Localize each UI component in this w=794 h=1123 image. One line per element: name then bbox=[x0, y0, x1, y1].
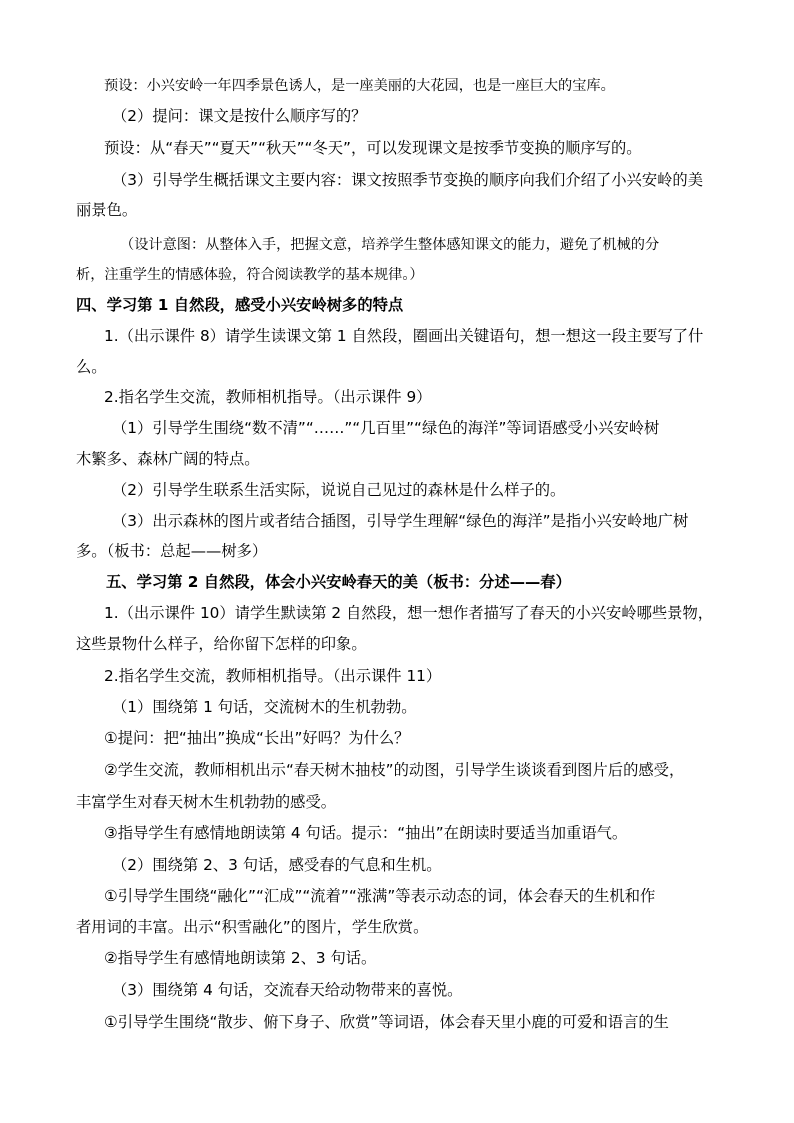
sub-step-line: （3）围绕第 4 句话，交流春天给动物带来的喜悦。 bbox=[112, 981, 463, 999]
design-intent-line: （设计意图：从整体入手，把握文意，培养学生整体感知课文的能力，避免了机械的分 bbox=[120, 237, 660, 253]
numbered-point-line-cont: 丰富学生对春天树木生机勃勃的感受。 bbox=[76, 793, 337, 811]
summary-line: （3）引导学生概括课文主要内容：课文按照季节变换的顺序向我们介绍了小兴安岭的美 bbox=[112, 171, 704, 189]
design-intent-line-cont: 析，注重学生的情感体验，符合阅读教学的基本规律。） bbox=[76, 267, 424, 283]
sub-step-line: （2）围绕第 2、3 句话，感受春的气息和生机。 bbox=[112, 856, 442, 874]
step-line: 2.指名学生交流，教师相机指导。（出示课件 9） bbox=[104, 388, 432, 406]
step-line: 1.（出示课件 8）请学生读课文第 1 自然段，圈画出关键语句，想一想这一段主要写了什 bbox=[104, 327, 704, 345]
step-line: 1.（出示课件 10）请学生默读第 2 自然段，想一想作者描写了春天的小兴安岭哪些景物， bbox=[104, 604, 714, 622]
numbered-point-line: ②指导学生有感情地朗读第 2、3 句话。 bbox=[104, 949, 377, 967]
sub-step-line-cont: 多。（板书：总起——树多） bbox=[76, 542, 268, 560]
sub-step-line: （1）引导学生围绕“数不清”“……”“几百里”“绿色的海洋”等词语感受小兴安岭树 bbox=[112, 419, 660, 437]
numbered-point-line-cont: 者用词的丰富。出示“积雪融化”的图片，学生欣赏。 bbox=[76, 918, 429, 936]
numbered-point-line: ①提问：把“抽出”换成“长出”好吗？为什么？ bbox=[104, 729, 410, 747]
step-line-cont: 这些景物什么样子，给你留下怎样的印象。 bbox=[76, 635, 367, 653]
numbered-point-line: ①引导学生围绕“散步、俯下身子、欣赏”等词语，体会春天里小鹿的可爱和语言的生 bbox=[104, 1013, 669, 1031]
preset-answer-line: 预设：小兴安岭一年四季景色诱人，是一座美丽的大花园，也是一座巨大的宝库。 bbox=[104, 78, 615, 94]
summary-line-cont: 丽景色。 bbox=[76, 201, 138, 219]
numbered-point-line: ①引导学生围绕“融化”“汇成”“流着”“涨满”等表示动态的词，体会春天的生机和作 bbox=[104, 887, 656, 905]
numbered-point-line: ③指导学生有感情地朗读第 4 句话。提示：“抽出”在朗读时要适当加重语气。 bbox=[104, 824, 628, 842]
step-line-cont: 么。 bbox=[76, 358, 107, 376]
section-heading-five: 五、学习第 2 自然段，体会小兴安岭春天的美（板书：分述——春） bbox=[106, 573, 571, 591]
numbered-point-line: ②学生交流，教师相机出示“春天树木抽枝”的动图，引导学生谈谈看到图片后的感受， bbox=[104, 761, 685, 779]
step-line: 2.指名学生交流，教师相机指导。（出示课件 11） bbox=[104, 667, 442, 685]
sub-step-line-cont: 木繁多、森林广阔的特点。 bbox=[76, 450, 260, 468]
question-order-line: （2）提问：课文是按什么顺序写的？ bbox=[112, 107, 367, 125]
sub-step-line: （3）出示森林的图片或者结合插图，引导学生理解“绿色的海洋”是指小兴安岭地广树 bbox=[112, 512, 689, 530]
preset-seasons-line: 预设：从“春天”“夏天”“秋天”“冬天”，可以发现课文是按季节变换的顺序写的。 bbox=[104, 139, 642, 157]
section-heading-four: 四、学习第 1 自然段，感受小兴安岭树多的特点 bbox=[76, 296, 404, 314]
sub-step-line: （2）引导学生联系生活实际，说说自己见过的森林是什么样子的。 bbox=[112, 481, 566, 499]
sub-step-line: （1）围绕第 1 句话，交流树木的生机勃勃。 bbox=[112, 698, 417, 716]
